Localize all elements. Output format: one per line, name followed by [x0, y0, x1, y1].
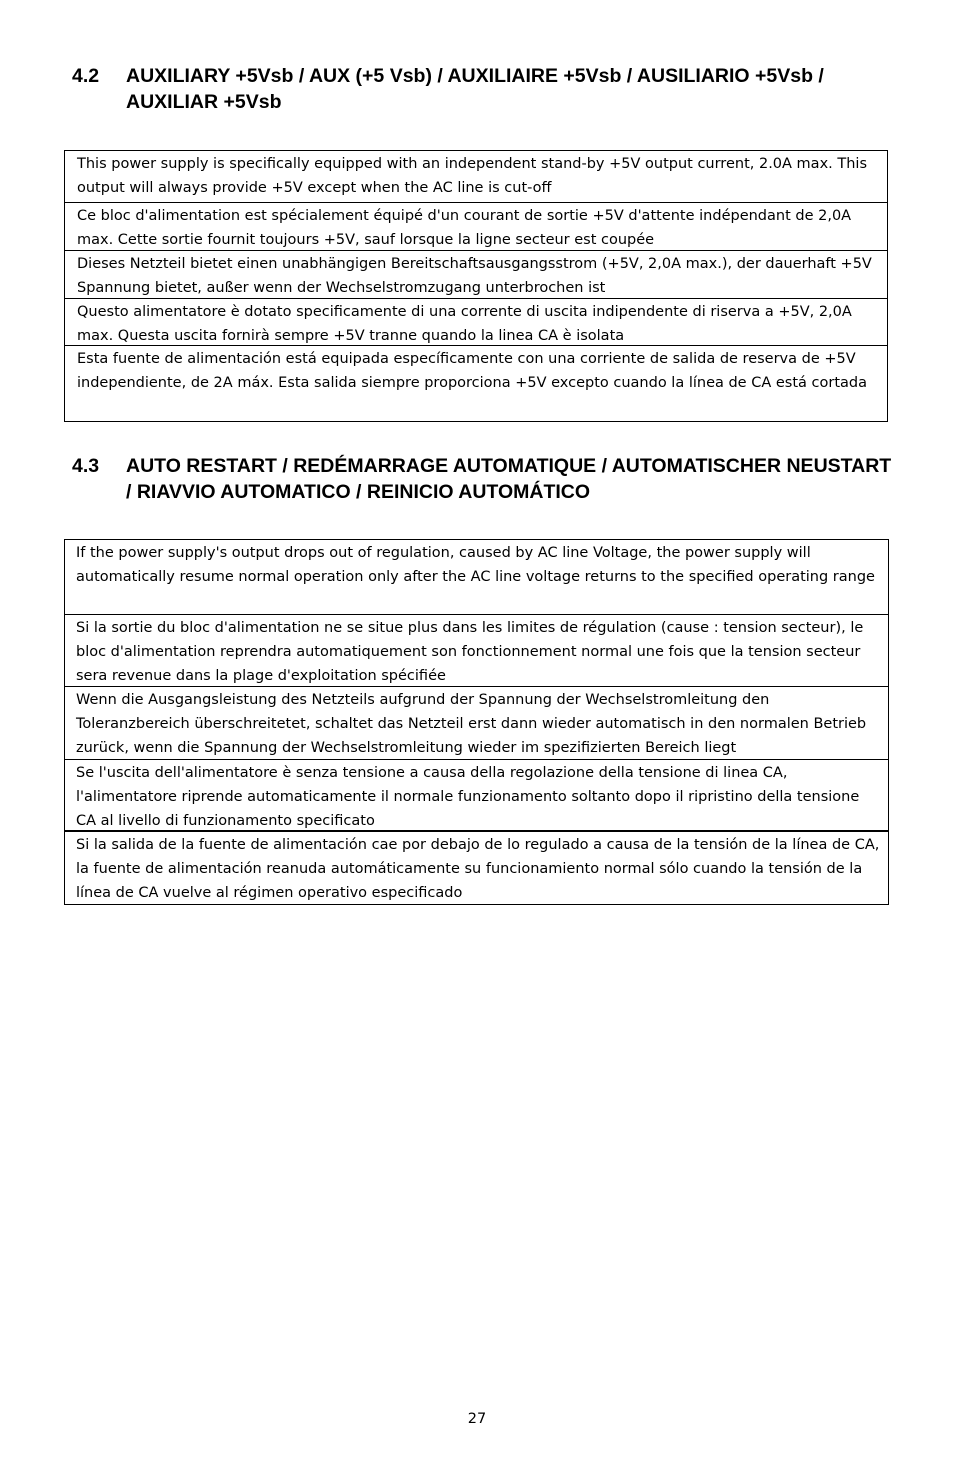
page-number: 27 [467, 1411, 487, 1427]
section-number: 4.3 [72, 455, 100, 477]
paragraph-spanish: Si la salida de la fuente de alimentación cae por debajo de lo regulado a causa de la tensión de la línea de CA, la fuente de alimentación reanuda automáticamente su funcionamiento normal sólo cuando la tensión de la línea de CA vuelve al régimen operativo especificado [65, 830, 888, 904]
section-number: 4.2 [72, 65, 100, 87]
paragraph-italian: Questo alimentatore è dotato specificamente di una corrente di uscita indipendente di riserva a +5V, 2,0A max. Questa uscita fornirà sempre +5V tranne quando la linea CA è isolata [65, 298, 887, 345]
paragraph-english: This power supply is specifically equipped with an independent stand-by +5V output current, 2.0A max. This output will always provide +5V except when the AC line is cut-off [77, 156, 867, 196]
paragraph-german: Wenn die Ausgangsleistung des Netzteils aufgrund der Spannung der Wechselstromleitung den Toleranzbereich überschreitetet, schaltet das Netzteil erst dann wieder automatisch in den normalen Betrieb zurück, wenn die Spannung der Wechselstromleitung wieder im spezifizierten Bereich liegt [65, 686, 888, 759]
section-table-4-2 [64, 150, 888, 422]
section-table-4-3 [64, 539, 889, 905]
paragraph-english: If the power supply's output drops out of regulation, caused by AC line Voltage, the power supply will automatically resume normal operation only after the AC line voltage returns to the specified operating range [76, 545, 875, 585]
section-title: AUXILIARY +5Vsb / AUX (+5 Vsb) / AUXILIAIRE +5Vsb / AUSILIARIO +5Vsb / AUXILIAR +5Vsb [126, 65, 824, 113]
paragraph-german: Dieses Netzteil bietet einen unabhängigen Bereitschaftsausgangsstrom (+5V, 2,0A max.), der dauerhaft +5V Spannung bietet, außer wenn der Wechselstromzugang unterbrochen ist [65, 250, 887, 298]
paragraph-french: Ce bloc d'alimentation est spécialement équipé d'un courant de sortie +5V d'attente indépendant de 2,0A max. Cette sortie fournit toujours +5V, sauf lorsque la ligne secteur est coupée [65, 202, 887, 250]
section-heading-4-2 [72, 63, 892, 115]
paragraph-french: Si la sortie du bloc d'alimentation ne se situe plus dans les limites de régulation (cause : tension secteur), le bloc d'alimentation reprendra automatiquement son fonctionnement normal une fois que la tension secteur sera revenue dans la plage d'exploitation spécifiée [65, 614, 888, 686]
section-heading-4-3 [72, 453, 892, 505]
paragraph-italian: Se l'uscita dell'alimentatore è senza tensione a causa della regolazione della tensione di linea CA, l'alimentatore riprende automaticamente il normale funzionamento soltanto dopo il ripristino della tensione CA al livello di funzionamento specificato [65, 759, 888, 830]
section-title: AUTO RESTART / REDÉMARRAGE AUTOMATIQUE / AUTOMATISCHER NEUSTART / RIAVVIO AUTOMATICO / REINICIO AUTOMÁTICO [126, 455, 892, 503]
paragraph-spanish: Esta fuente de alimentación está equipada específicamente con una corriente de salida de reserva de +5V independiente, de 2A máx. Esta salida siempre proporciona +5V excepto cuando la línea de CA está cortada [65, 345, 887, 421]
